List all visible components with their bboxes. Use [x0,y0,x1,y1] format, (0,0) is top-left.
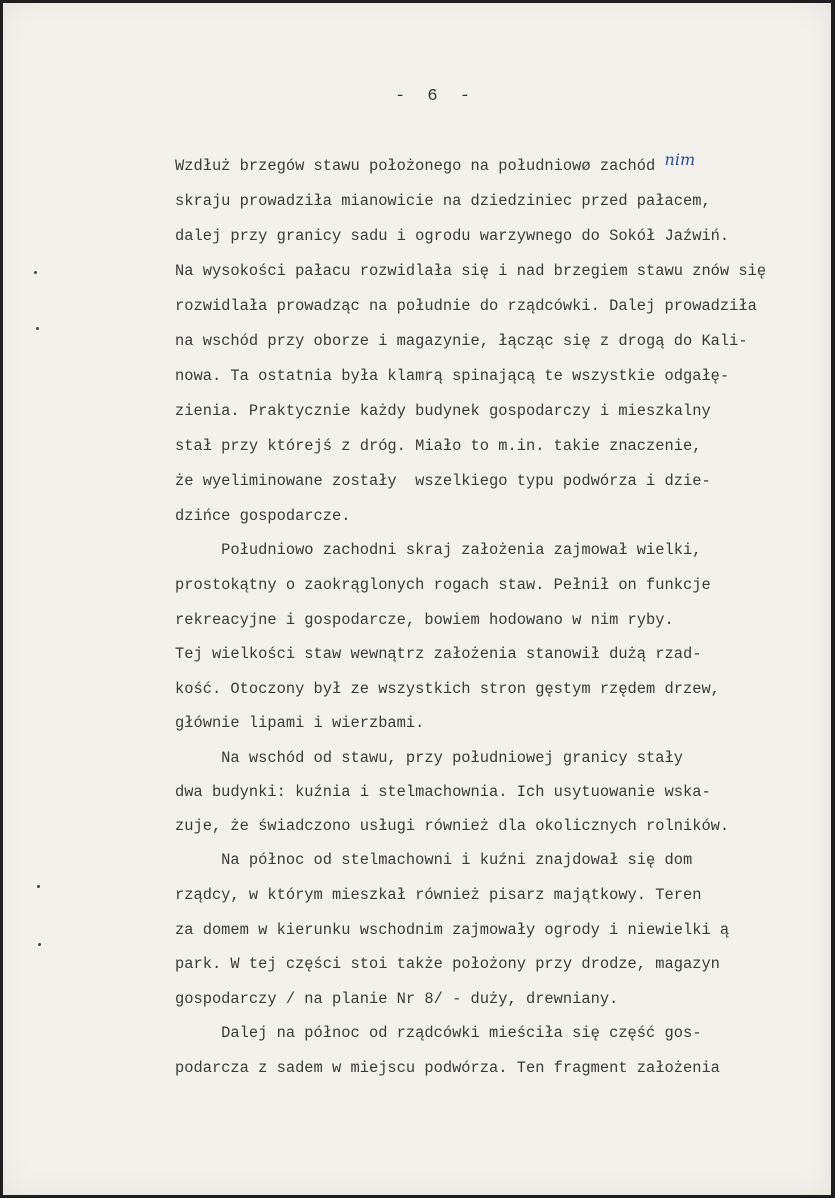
text-line: Na północ od stelmachowni i kuźni znajdował się dom [175,851,693,869]
text-line: Tej wielkości staw wewnątrz założenia stanowił dużą rzad- [175,645,702,663]
margin-speck [37,885,40,888]
margin-speck [36,327,39,330]
text-line: kość. Otoczony był ze wszystkich stron gęstym rzędem drzew, [175,680,720,698]
text-line: podarcza z sadem w miejscu podwórza. Ten fragment założenia [175,1059,720,1077]
text-line: stał przy którejś z dróg. Miało to m.in. takie znaczenie, [175,437,702,455]
text-line: rozwidlała prowadząc na południe do rządcówki. Dalej prowadziła [175,297,757,315]
margin-speck [34,271,37,274]
text-line: zienia. Praktycznie każdy budynek gospodarczy i mieszkalny [175,402,711,420]
text-line: park. W tej części stoi także położony przy drodze, magazyn [175,955,720,973]
text-line: głównie lipami i wierzbami. [175,714,425,732]
document-page [3,3,831,1195]
margin-speck [38,943,41,946]
text-line: skraju prowadziła mianowicie na dziedziniec przed pałacem, [175,192,711,210]
text-line: dzińce gospodarcze. [175,507,351,525]
text-line: dwa budynki: kuźnia i stelmachownia. Ich usytuowanie wska- [175,783,711,801]
text-line: zuje, że świadczono usługi również dla okolicznych rolników. [175,817,730,835]
text-line: dalej przy granicy sadu i ogrodu warzywnego do Sokół Jaźwiń. [175,227,730,245]
text-line: Południowo zachodni skraj założenia zajmował wielki, [175,541,702,559]
text-line: Wzdłuż brzegów stawu położonego na południowø zachód nim [175,150,696,175]
text-line: na wschód przy oborze i magazynie, łącząc się z drogą do Kali- [175,332,748,350]
page-number: - 6 - [395,87,477,106]
text-line: rekreacyjne i gospodarcze, bowiem hodowano w nim ryby. [175,611,674,629]
text-line: Na wschód od stawu, przy południowej granicy stały [175,749,683,767]
text-line: Na wysokości pałacu rozwidlała się i nad brzegiem stawu znów się [175,262,767,280]
text-line: gospodarczy / na planie Nr 8/ - duży, drewniany. [175,990,619,1008]
text-line: Dalej na północ od rządcówki mieściła się część gos- [175,1024,702,1042]
text-line: za domem w kierunku wschodnim zajmowały ogrody i niewielki ą [175,921,730,939]
text-line: prostokątny o zaokrąglonych rogach staw. Pełnił on funkcje [175,576,711,594]
text-line: rządcy, w którym mieszkał również pisarz majątkowy. Teren [175,886,702,904]
text-line: że wyeliminowane zostały wszelkiego typu podwórza i dzie- [175,472,711,490]
handwritten-annotation: nim [664,150,696,169]
text-line: nowa. Ta ostatnia była klamrą spinającą te wszystkie odgałę- [175,367,730,385]
